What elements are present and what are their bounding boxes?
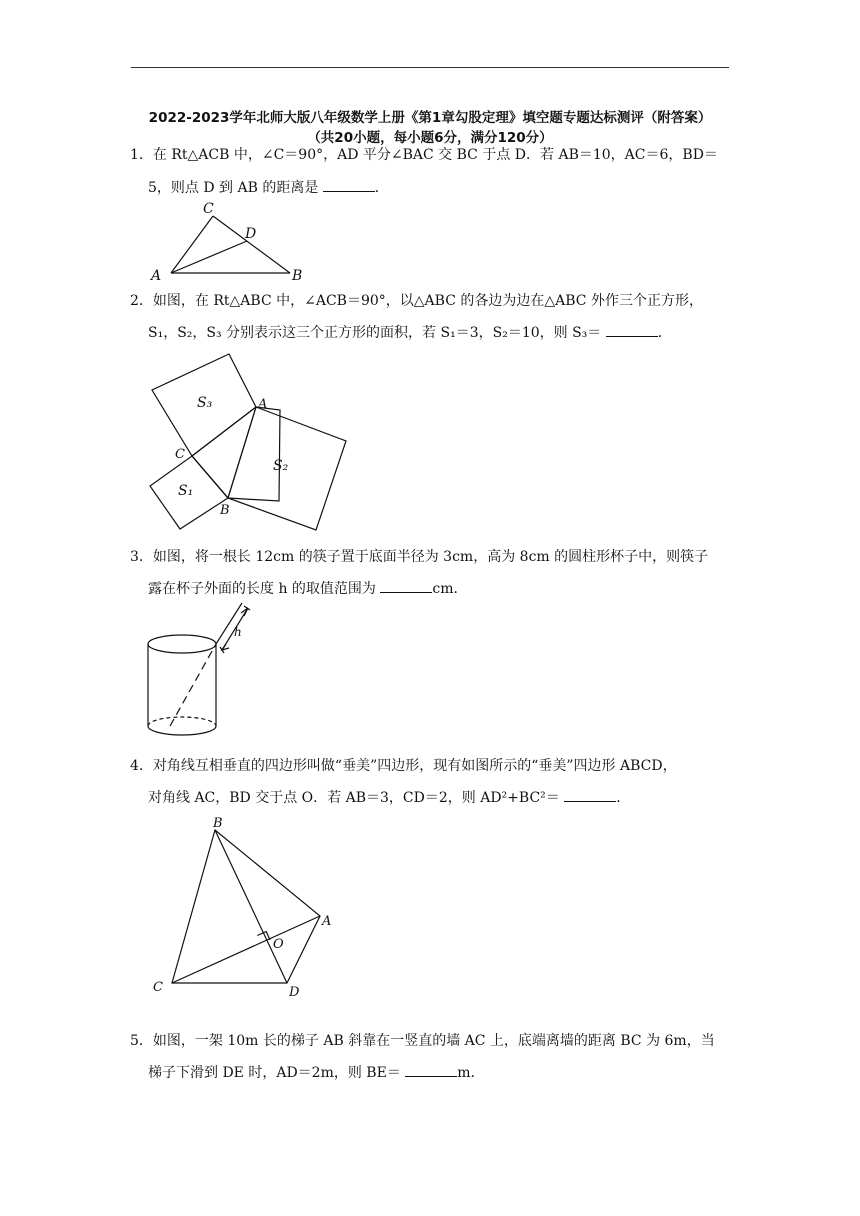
label-s2: S₂	[273, 458, 289, 474]
answer-blank-3	[380, 579, 432, 593]
problem-3-text: 露在杯子外面的长度 h 的取值范围为	[148, 581, 376, 597]
problem-5-text: 梯子下滑到 DE 时，AD＝2m，则 BE＝	[148, 1065, 401, 1081]
problem-2-text: S₁，S₂，S₃ 分别表示这三个正方形的面积，若 S₁＝3，S₂＝10，则 S₃＝	[148, 325, 602, 341]
label-h: h	[234, 625, 242, 639]
problem-5-line-2	[148, 1063, 485, 1082]
problem-4-line-2	[148, 788, 630, 807]
label-b: B	[292, 268, 303, 284]
answer-blank-5	[405, 1063, 457, 1077]
label-s1: S₁	[178, 483, 194, 499]
label-b: B	[213, 816, 223, 831]
answer-blank-2	[606, 323, 658, 337]
answer-blank-4	[564, 788, 616, 802]
figure-3-cup	[140, 598, 270, 743]
label-c: C	[153, 980, 163, 995]
problem-2-line-2	[148, 323, 672, 342]
figure-4-quadrilateral	[145, 813, 345, 1003]
problem-1-line-1: 1．在 Rt△ACB 中，∠C＝90°，AD 平分∠BAC 交 BC 于点 D．若 AB＝10，AC＝6，BD＝	[130, 147, 718, 163]
problem-4-end: ．	[616, 790, 631, 806]
header-rule	[131, 67, 729, 68]
problem-3-end: cm．	[432, 581, 468, 597]
problem-4-text: 对角线 AC，BD 交于点 O．若 AB＝3，CD＝2，则 AD²+BC²＝	[148, 790, 560, 806]
label-s3: S₃	[197, 395, 213, 411]
problem-3-line-1: 3．如图，将一根长 12cm 的筷子置于底面半径为 3cm，高为 8cm 的圆柱形杯子中，则筷子	[130, 549, 709, 565]
label-c: C	[175, 447, 185, 462]
document-title: 2022-2023学年北师大版八年级数学上册《第1章勾股定理》填空题专题达标测评（附答案）	[148, 110, 712, 126]
problem-5-end: m．	[457, 1065, 485, 1081]
answer-blank-1	[323, 178, 375, 192]
label-a: A	[151, 268, 162, 284]
figure-2-squares	[140, 350, 360, 535]
label-d: D	[245, 226, 257, 242]
label-c: C	[203, 201, 214, 217]
label-d: D	[289, 985, 300, 1000]
problem-1-end: ．	[374, 180, 389, 196]
problem-5-line-1: 5．如图，一架 10m 长的梯子 AB 斜靠在一竖直的墙 AC 上，底端离墙的距离 BC 为 6m，当	[130, 1033, 715, 1049]
problem-2-end: ．	[657, 325, 672, 341]
problem-3-line-2	[148, 579, 468, 598]
label-a: A	[258, 397, 268, 412]
figure-1-triangle	[145, 198, 315, 284]
label-o: O	[273, 937, 284, 952]
label-b: B	[220, 503, 230, 518]
problem-2-line-1: 2．如图，在 Rt△ABC 中，∠ACB＝90°，以△ABC 的各边为边在△ABC 外作三个正方形，	[130, 293, 703, 309]
label-a: A	[322, 914, 332, 929]
problem-4-line-1: 4．对角线互相垂直的四边形叫做“垂美”四边形，现有如图所示的“垂美”四边形 ABCD，	[130, 758, 677, 774]
problem-1-text: 5，则点 D 到 AB 的距离是	[148, 180, 319, 196]
document-subtitle: （共20小题，每小题6分，满分120分）	[307, 130, 553, 146]
problem-1-line-2	[148, 178, 389, 197]
